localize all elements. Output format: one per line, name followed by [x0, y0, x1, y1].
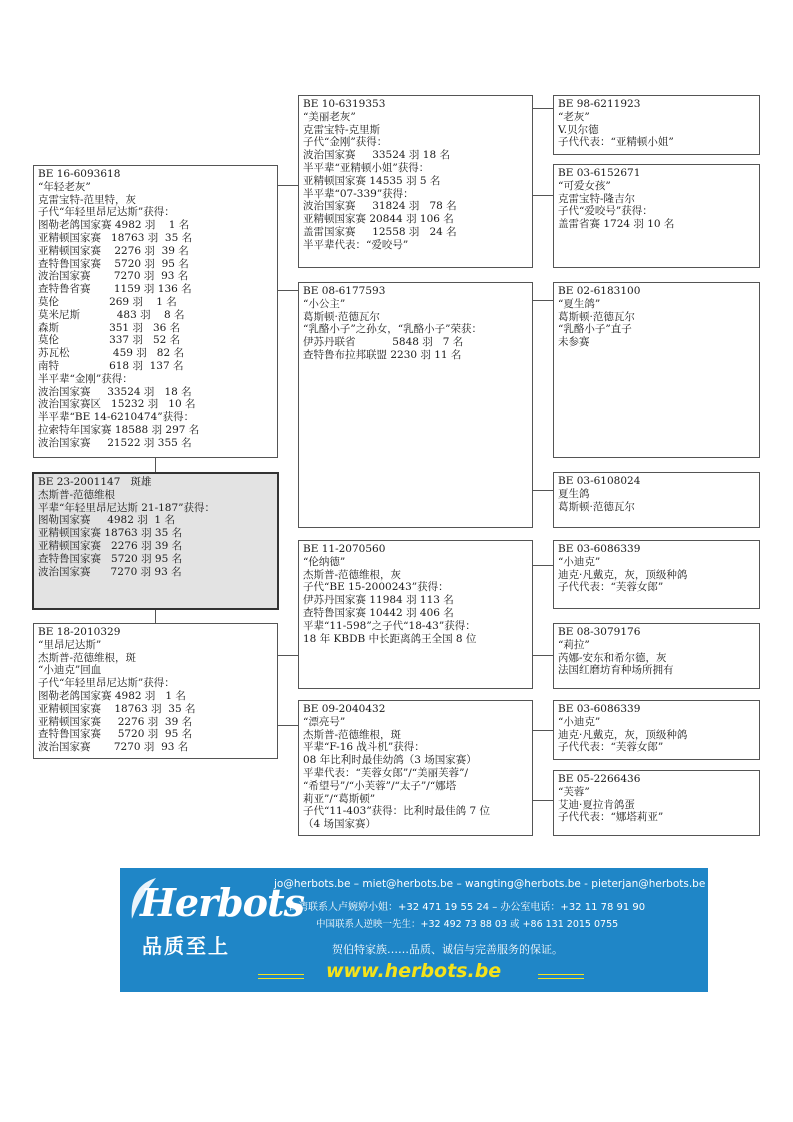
pedigree-line: 平辈“F-16 战斗机”获得： — [303, 741, 425, 754]
ds-sire-card — [553, 540, 760, 609]
pedigree-line: 盖雷国家赛 12558 羽 24 名 — [303, 225, 457, 238]
pedigree-line: 迪克·凡戴克，灰，顶级种鸽 — [558, 728, 688, 741]
connector — [533, 300, 553, 301]
pedigree-line: 夏生鸽 — [558, 487, 590, 500]
pedigree-line: 查特鲁布拉邦联盟 2230 羽 11 名 — [303, 348, 462, 361]
pedigree-line: （4 场国家赛） — [303, 818, 377, 831]
slogan: 品质至上 — [142, 934, 230, 958]
pedigree-line: 拉索特年国家赛 18588 羽 297 名 — [38, 423, 200, 436]
dd-dam-card — [553, 770, 760, 836]
pedigree-line: 亚精顿国家赛 18763 羽 35 名 — [38, 231, 193, 244]
pedigree-line: 莫米尼斯 483 羽 8 名 — [38, 308, 185, 321]
ring-number: BE 05-2266436 — [558, 773, 641, 785]
pedigree-line: “乳酪小子”之孙女，“乳酪小子”荣获： — [303, 323, 482, 336]
pedigree-line: 亚精顿国家赛 2276 羽 39 名 — [38, 244, 189, 257]
pedigree-line: 查特鲁国家赛 10442 羽 406 名 — [303, 606, 454, 619]
pedigree-line: 查特鲁省赛 1159 羽 136 名 — [38, 283, 192, 296]
pedigree-line: V.贝尔德 — [558, 123, 599, 136]
pedigree-line: 半平辈“亚精顿小姐”获得： — [303, 161, 430, 174]
pedigree-line: 波治国家赛 7270 羽 93 名 — [38, 270, 189, 283]
pedigree-line: 查特鲁国家赛 5720 羽 95 名 — [38, 728, 193, 741]
dam-dam-card — [298, 700, 533, 836]
pedigree-line: 亚精顿国家赛 2276 羽 39 名 — [38, 715, 193, 728]
pedigree-line: 法国红磨坊育种场所拥有 — [558, 664, 674, 677]
pedigree-line: 苏瓦松 459 羽 82 名 — [38, 347, 184, 360]
ring-number: BE 09-2040432 — [303, 703, 386, 715]
taiwan-contact: 台湾联系人卢婉婷小姐：+32 471 19 55 24 – 办公室电话：+32 11 78 91 90 — [288, 902, 646, 913]
pedigree-line: 波治国家赛 33524 羽 18 名 — [303, 149, 450, 162]
pedigree-line: 莫伦 269 羽 1 名 — [38, 295, 177, 308]
pedigree-line: 半平辈代表：“爱咬号” — [303, 238, 409, 251]
pedigree-line: 未参赛 — [558, 336, 590, 349]
pedigree-line: 子代“年轻里昂尼达斯”获得： — [38, 677, 175, 690]
pedigree-line: 杰斯普-范德维根 — [38, 488, 116, 501]
pedigree-line: “莉拉” — [558, 638, 590, 651]
pedigree-line: “老灰” — [558, 110, 590, 123]
connector — [533, 108, 553, 109]
website-link[interactable]: www.herbots.be — [326, 960, 502, 982]
connector — [278, 655, 298, 656]
herbots-banner — [120, 868, 708, 992]
connector — [278, 725, 298, 726]
ring-number: BE 03-6086339 — [558, 703, 641, 715]
pedigree-line: 图勒国家赛 4982 羽 1 名 — [38, 514, 175, 527]
pedigree-line: 波治国家赛 33524 羽 18 名 — [38, 385, 192, 398]
pedigree-line: 平辈代表：“芙蓉女郎”/“美丽芙蓉”/ — [303, 766, 469, 779]
pedigree-line: 半平辈“金刚”获得： — [38, 372, 133, 385]
connector — [533, 800, 553, 801]
ring-number: BE 23-2001147 斑雄 — [38, 476, 152, 488]
ring-number: BE 98-6211923 — [558, 98, 641, 110]
motto: 贺伯特家族……品质、诚信与完善服务的保证。 — [332, 943, 563, 956]
pedigree-line: 亚精顿国家赛 18763 羽 35 名 — [38, 527, 183, 540]
dam-card — [33, 623, 278, 759]
pedigree-line: 杰斯普-范德维根，斑 — [38, 651, 137, 664]
sd-sire-card — [553, 282, 760, 458]
ring-number: BE 18-2010329 — [38, 626, 121, 638]
pedigree-line: 葛斯顿·范德瓦尔 — [303, 310, 380, 323]
pedigree-line: 亚精顿国家赛 2276 羽 39 名 — [38, 539, 183, 552]
china-contact: 中国联系人逆映一先生：+32 492 73 88 03 或 +86 131 2015 0755 — [316, 919, 619, 930]
pedigree-line: 半平辈“07-339”获得： — [303, 187, 414, 200]
pedigree-line: 森斯 351 羽 36 名 — [38, 321, 181, 334]
pedigree-line: 图勒老鸽国家赛 4982 羽 1 名 — [38, 219, 190, 232]
pedigree-line: “小迪克” — [558, 715, 601, 728]
connector — [533, 565, 553, 566]
connector — [155, 610, 156, 623]
pedigree-line: 波治国家赛 21522 羽 355 名 — [38, 436, 192, 449]
pedigree-line: 亚精顿国家赛 20844 羽 106 名 — [303, 213, 454, 226]
ring-number: BE 08-3079176 — [558, 626, 641, 638]
dam-sire-card — [298, 540, 533, 689]
divider — [258, 974, 304, 979]
pedigree-line: 查特鲁国家赛 5720 羽 95 名 — [38, 257, 189, 270]
ss-sire-card — [553, 95, 760, 155]
pedigree-line: “美丽老灰” — [303, 110, 356, 123]
ds-dam-card — [553, 623, 760, 689]
pedigree-line: “小迪克” — [558, 555, 601, 568]
pedigree-line: 波治国家赛 7270 羽 93 名 — [38, 741, 189, 754]
connector — [278, 185, 298, 186]
pedigree-line: 亚精顿国家赛 18763 羽 35 名 — [38, 702, 196, 715]
connector — [155, 458, 156, 472]
pedigree-line: 克雷宝特-克里斯 — [303, 123, 381, 136]
pedigree-line: 芮娜-安东和希尔德，灰 — [558, 651, 667, 664]
pedigree-line: 平辈“年轻里昂尼达斯 21-187”获得： — [38, 501, 216, 514]
pedigree-line: 波治国家赛 7270 羽 93 名 — [38, 565, 182, 578]
email-list[interactable]: jo@herbots.be – miet@herbots.be – wangting@herbots.be - pieterjan@herbots.be — [274, 878, 706, 890]
pedigree-line: 18 年 KBDB 中长距离鸽王全国 8 位 — [303, 632, 477, 645]
pedigree-line: 南特 618 羽 137 名 — [38, 359, 184, 372]
connector — [533, 490, 553, 491]
pedigree-line: 波治国家赛区 15232 羽 10 名 — [38, 398, 196, 411]
pedigree-line: 克雷宝特-范里特，灰 — [38, 193, 137, 206]
pedigree-line: 伊苏丹国家赛 11984 羽 113 名 — [303, 594, 454, 607]
pedigree-line: 波治国家赛 31824 羽 78 名 — [303, 200, 457, 213]
ss-dam-card — [553, 164, 760, 268]
pedigree-line: 图勒老鸽国家赛 4982 羽 1 名 — [38, 689, 186, 702]
pedigree-line: 葛斯顿·范德瓦尔 — [558, 310, 635, 323]
pedigree-line: 艾迪·夏拉肯鸽蛋 — [558, 798, 635, 811]
connector — [533, 655, 553, 656]
pedigree-line: 子代“11-403”获得：比利时最佳鸽 7 位 — [303, 805, 491, 818]
pedigree-line: 08 年比利时最佳幼鸽（3 场国家赛） — [303, 754, 477, 767]
pedigree-line: “芙蓉” — [558, 785, 590, 798]
pedigree-line: 子代代表：“亚精顿小姐” — [558, 136, 674, 149]
pedigree-line: 伊苏丹联省 5848 羽 7 名 — [303, 336, 464, 349]
connector — [533, 195, 553, 196]
sire-card — [33, 165, 278, 458]
pedigree-line: 子代“BE 15-2000243”获得： — [303, 581, 449, 594]
pedigree-line: “希望号”/“小芙蓉”/“太子”/“娜塔 — [303, 779, 457, 792]
pedigree-line: 查特鲁国家赛 5720 羽 95 名 — [38, 552, 183, 565]
pedigree-line: 盖雷省赛 1724 羽 10 名 — [558, 218, 675, 231]
sire-sire-card — [298, 95, 533, 268]
pedigree-line: 半平辈“BE 14-6210474”获得： — [38, 411, 195, 424]
connector — [533, 730, 553, 731]
pedigree-line: “小公主” — [303, 297, 346, 310]
pedigree-line: 子代“爱咬号”获得： — [558, 205, 653, 218]
pedigree-line: 莉亚”/“葛斯顿” — [303, 792, 376, 805]
connector — [278, 290, 298, 291]
pedigree-line: 亚精顿国家赛 14535 羽 5 名 — [303, 174, 441, 187]
pedigree-line: 莫伦 337 羽 52 名 — [38, 334, 181, 347]
subject-card — [32, 472, 279, 610]
pedigree-line: 葛斯顿·范德瓦尔 — [558, 500, 635, 513]
pedigree-line: 杰斯普-范德维根，灰 — [303, 568, 402, 581]
pedigree-line: “夏生鸽” — [558, 297, 601, 310]
pedigree-line: 子代代表：“芙蓉女郎” — [558, 581, 664, 594]
divider — [538, 974, 584, 979]
pedigree-line: “伦纳德” — [303, 555, 346, 568]
pedigree-line: “乳酪小子”直子 — [558, 323, 632, 336]
pedigree-line: 子代“金刚”获得： — [303, 136, 388, 149]
pedigree-line: “小迪克”回血 — [38, 664, 102, 677]
ring-number: BE 02-6183100 — [558, 285, 641, 297]
pedigree-line: “年轻老灰” — [38, 180, 91, 193]
pedigree-line: “漂亮号” — [303, 715, 346, 728]
dd-sire-card — [553, 700, 760, 760]
ring-number: BE 08-6177593 — [303, 285, 386, 297]
ring-number: BE 16-6093618 — [38, 168, 121, 180]
sire-dam-card — [298, 282, 533, 528]
ring-number: BE 11-2070560 — [303, 543, 386, 555]
ring-number: BE 03-6152671 — [558, 167, 641, 179]
sd-dam-card — [553, 472, 760, 528]
pedigree-line: 子代代表：“娜塔莉亚” — [558, 811, 664, 824]
pedigree-line: 平辈“11-598”之子代“18-43”获得： — [303, 619, 476, 632]
pedigree-line: 克雷宝特-隆吉尔 — [558, 192, 636, 205]
pedigree-line: 子代“年轻里昂尼达斯”获得： — [38, 206, 175, 219]
herbots-logo: Herbots — [140, 880, 304, 925]
ring-number: BE 03-6086339 — [558, 543, 641, 555]
pedigree-line: 迪克·凡戴克，灰，顶级种鸽 — [558, 568, 688, 581]
pedigree-line: “可爱女孩” — [558, 179, 611, 192]
pedigree-line: 子代代表：“芙蓉女郎” — [558, 741, 664, 754]
pedigree-line: “里昂尼达斯” — [38, 638, 102, 651]
ring-number: BE 03-6108024 — [558, 475, 641, 487]
ring-number: BE 10-6319353 — [303, 98, 386, 110]
pedigree-line: 杰斯普-范德维根，斑 — [303, 728, 402, 741]
